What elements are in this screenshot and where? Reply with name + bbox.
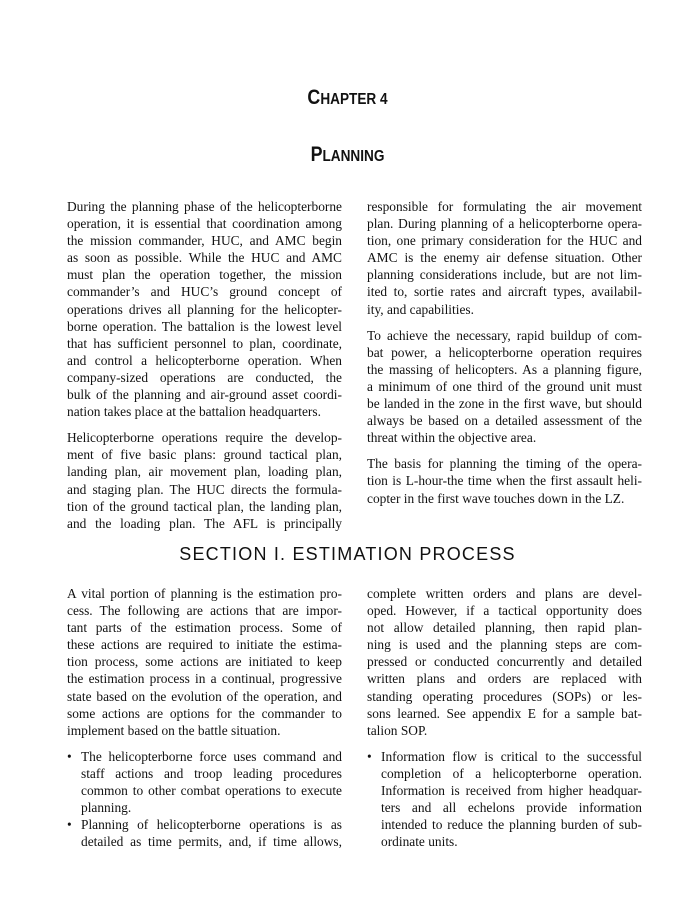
- paragraph: [367, 198, 642, 318]
- text-line: To achieve the necessary, rapid buildup of com-: [367, 327, 642, 343]
- text-line: operation, it is essential that coordination among: [67, 216, 342, 232]
- text-line: nation takes place at the battalion headquarters.: [67, 404, 321, 420]
- text-line: planning.: [81, 800, 132, 816]
- text-line: always be based on a detailed assessment of the: [367, 413, 642, 429]
- text-line: talion SOP.: [367, 722, 428, 738]
- text-line: ning is used and the planning steps are com-: [367, 637, 642, 653]
- text-line: cess. The following are actions that are impor-: [67, 603, 342, 619]
- chapter-number: [52, 86, 643, 110]
- text-line: plan. During planning of a helicopterborne opera-: [367, 216, 642, 232]
- paragraph: [67, 585, 342, 739]
- text-line: landing plan, air movement plan, loading plan,: [67, 464, 342, 480]
- text-line: ters and all echelons provide information: [381, 800, 642, 816]
- text-line: ited to, sortie rates and aircraft types, availabil-: [367, 284, 642, 300]
- top-left-column: [67, 198, 342, 541]
- text-line: intended to reduce the planning burden of sub-: [381, 817, 642, 833]
- chapter-title: [52, 143, 643, 167]
- chapter-initial: C: [307, 86, 321, 109]
- text-line: the estimation process in a continual, progressive: [67, 671, 342, 687]
- title-rest: LANNING: [322, 148, 385, 165]
- text-line: Helicopterborne operations require the develop-: [67, 430, 342, 446]
- text-line: Information is received from higher headquar-: [381, 783, 642, 799]
- bullet-item: [367, 748, 642, 851]
- text-line: and control a helicopterborne operation. When: [67, 352, 342, 368]
- paragraph: [67, 429, 342, 532]
- text-line: written plans and orders are replaced with: [367, 671, 642, 687]
- text-line: standing operating procedures (SOPs) or les-: [367, 688, 642, 704]
- text-line: tion is L-hour-the time when the first assault heli-: [367, 473, 642, 489]
- text-line: oped. However, if a tactical opportunity does: [367, 603, 642, 619]
- text-line: tion process, some actions are initiated to keep: [67, 654, 342, 670]
- text-line: be landed in the zone in the first wave, but should: [367, 396, 642, 412]
- section-heading: SECTION I. ESTIMATION PROCESS: [179, 544, 516, 564]
- text-line: and staging plan. The HUC directs the formula-: [67, 481, 342, 497]
- text-line: a minimum of one third of the ground unit must: [367, 378, 642, 394]
- bullet-icon: •: [67, 748, 72, 764]
- text-line: the mission commander, HUC, and AMC begin: [67, 233, 342, 249]
- text-line: The basis for planning the timing of the opera-: [367, 456, 642, 472]
- text-line: these actions are required to initiate the estima-: [67, 637, 342, 653]
- text-line: sons learned. See appendix E for a sample bat-: [367, 705, 642, 721]
- text-line: Information flow is critical to the successful: [381, 748, 642, 764]
- bullet-item: [67, 816, 342, 850]
- text-line: complete written orders and plans are devel-: [367, 586, 642, 601]
- text-line: completion of a helicopterborne operation.: [381, 765, 642, 781]
- paragraph: [367, 327, 642, 447]
- section-left-column: [67, 585, 342, 850]
- title-initial: P: [310, 143, 323, 166]
- text-line: tant parts of the estimation process. Some of: [67, 620, 342, 636]
- text-line: threat within the objective area.: [367, 430, 537, 446]
- text-line: Planning of helicopterborne operations is as: [81, 817, 342, 833]
- text-line: During the planning phase of the helicopterborne: [67, 199, 342, 214]
- text-line: detailed as time permits, and, if time allows,: [81, 834, 342, 850]
- text-line: implement based on the battle situation.: [67, 722, 281, 738]
- chapter-rest: HAPTER 4: [320, 91, 388, 108]
- bullet-icon: •: [367, 748, 372, 764]
- section-right-column: [367, 585, 642, 850]
- text-line: operations drives all planning for the helicopter-: [67, 301, 342, 317]
- text-line: responsible for formulating the air movement: [367, 199, 642, 214]
- text-line: planning considerations include, but are not lim-: [367, 267, 642, 283]
- text-line: copter in the first wave touches down in the LZ.: [367, 490, 625, 506]
- paragraph: [367, 585, 642, 739]
- text-line: ordinate units.: [381, 834, 458, 850]
- text-line: some actions are options for the commander to: [67, 705, 342, 721]
- text-line: pressed or conducted concurrently and detailed: [367, 654, 642, 670]
- text-line: must plan the operation together, the mission: [67, 267, 342, 283]
- text-line: borne operation. The battalion is the lowest level: [67, 318, 342, 334]
- text-line: tion, one primary consideration for the HUC and: [367, 233, 642, 249]
- top-right-column: [367, 198, 642, 516]
- text-line: common to other combat operations to execute: [81, 783, 342, 799]
- text-line: the massing of helicopters. As a planning figure,: [367, 361, 642, 377]
- text-line: The helicopterborne force uses command and: [81, 748, 342, 764]
- text-line: ment of five basic plans: ground tactical plan,: [67, 447, 342, 463]
- text-line: not allow detailed planning, then rapid plan-: [367, 620, 642, 636]
- text-line: bat power, a helicopterborne operation requires: [367, 344, 642, 360]
- text-line: company-sized operations are conducted, the: [67, 369, 342, 385]
- text-line: A vital portion of planning is the estimation pro-: [67, 586, 342, 601]
- bullet-icon: •: [67, 817, 72, 833]
- text-line: bulk of the planning and air-ground asset coordi-: [67, 387, 342, 403]
- text-line: that has sufficient personnel to plan, coordinate,: [67, 335, 342, 351]
- text-line: state based on the evolution of the operation, and: [67, 688, 342, 704]
- text-line: as soon as possible. While the HUC and AMC: [67, 250, 342, 266]
- text-line: staff actions and troop leading procedures: [81, 765, 342, 781]
- paragraph: [67, 198, 342, 420]
- paragraph: [367, 455, 642, 506]
- text-line: tion of the ground tactical plan, the landing plan,: [67, 498, 342, 514]
- text-line: and the loading plan. The AFL is principally: [67, 515, 342, 531]
- text-line: ity, and capabilities.: [367, 301, 474, 317]
- bullet-item: [67, 748, 342, 816]
- text-line: AMC is the enemy air defense situation. Other: [367, 250, 642, 266]
- text-line: commander’s and HUC’s ground concept of: [67, 284, 342, 300]
